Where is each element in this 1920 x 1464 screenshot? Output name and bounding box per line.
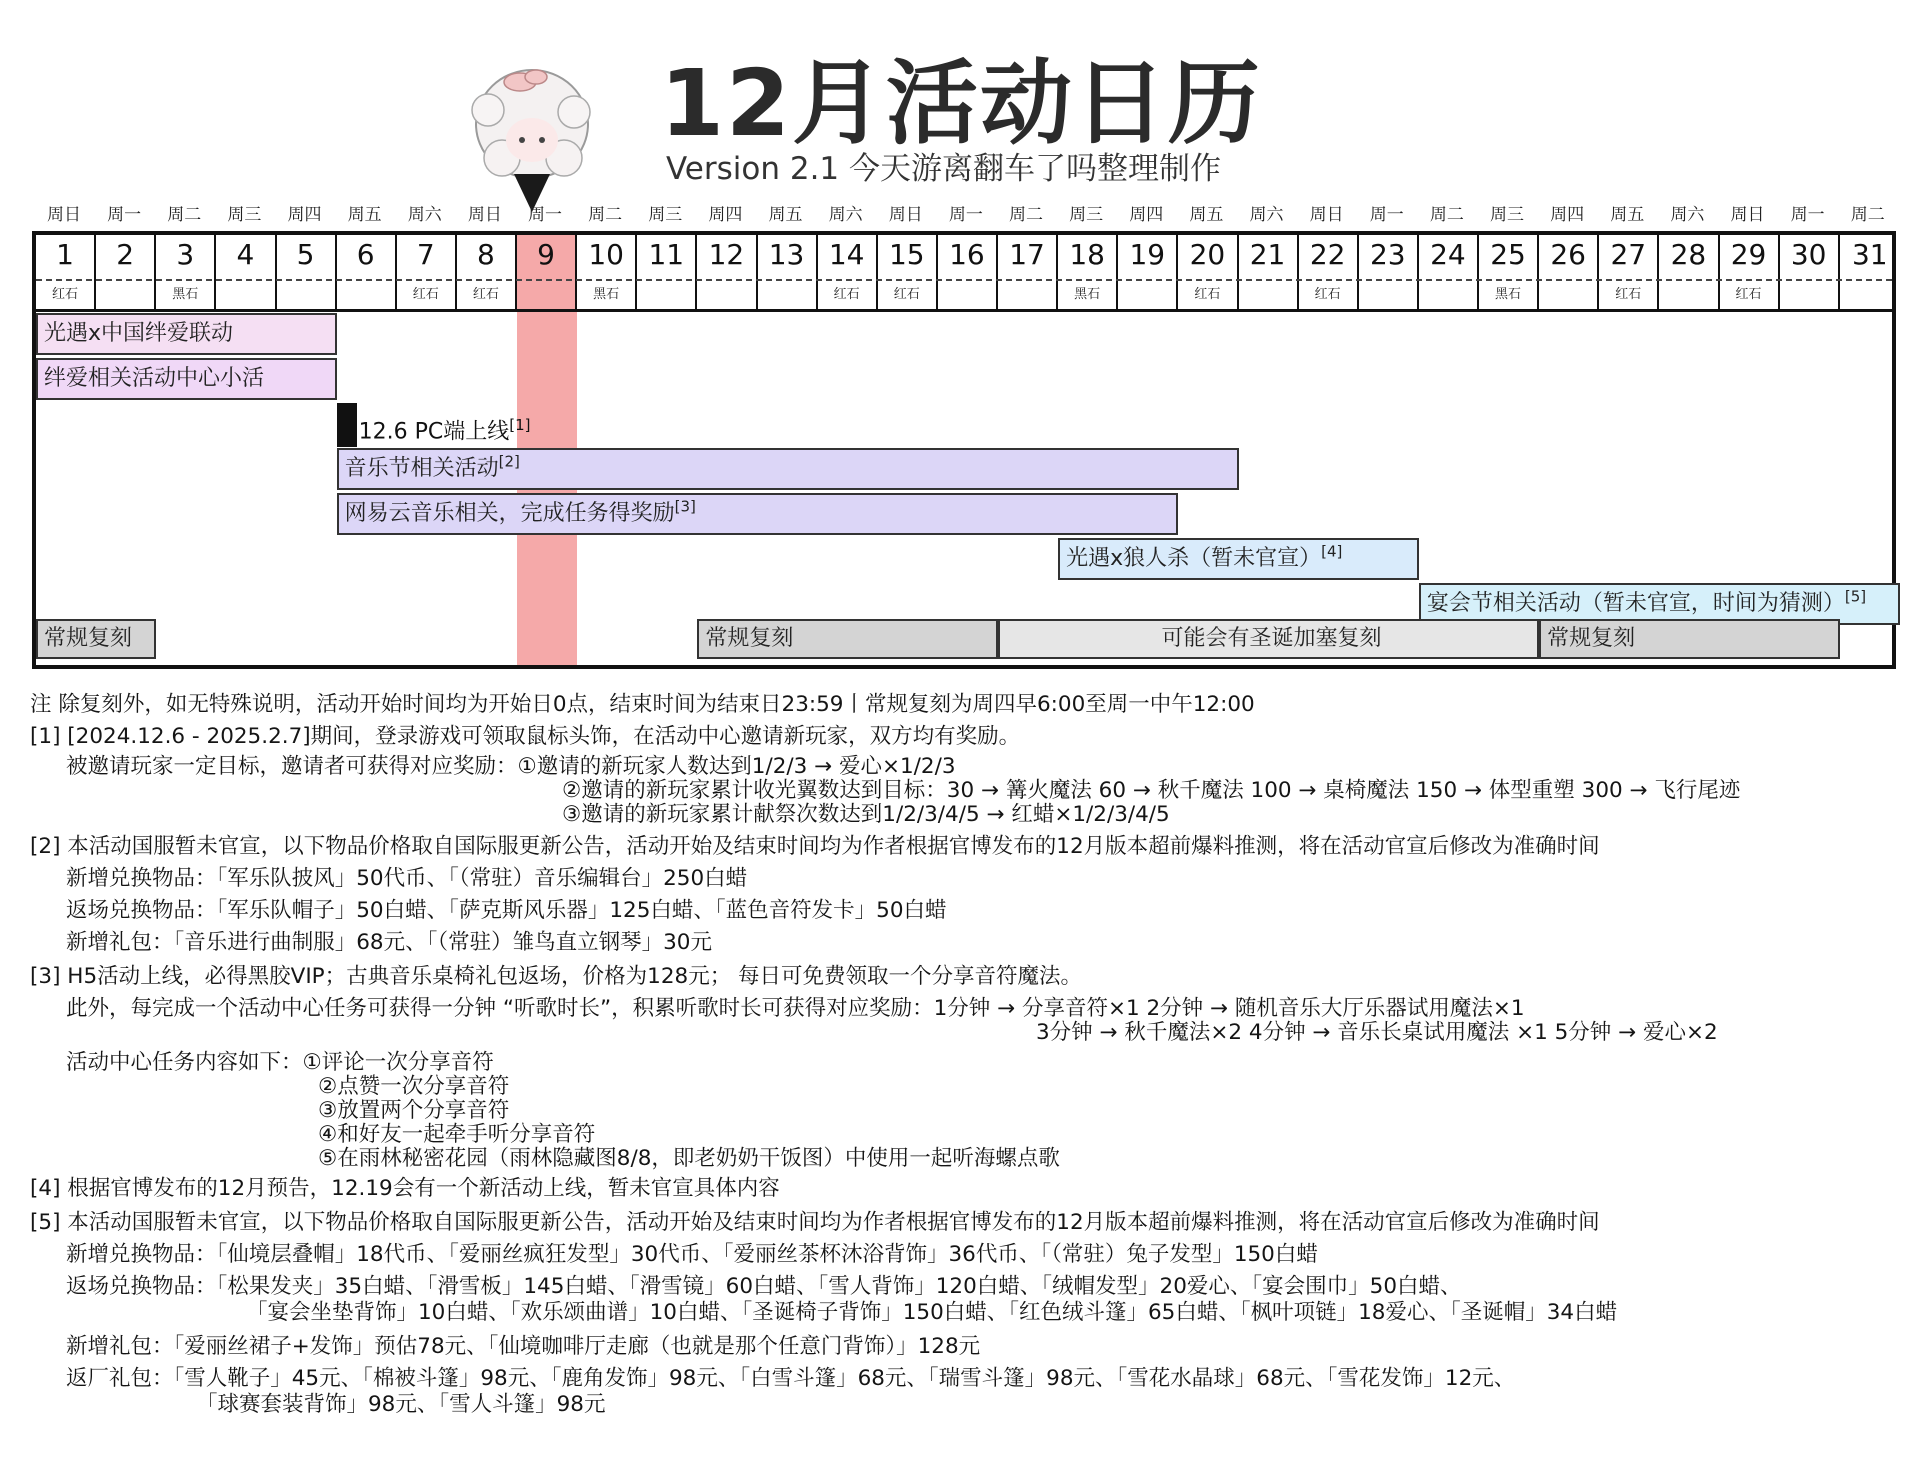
- weekday-label: 周一: [1369, 205, 1404, 225]
- page-title: 12月活动日历: [660, 50, 1263, 157]
- weekday-label: 周四: [1129, 205, 1164, 225]
- weekday-label: 周三: [1069, 205, 1104, 225]
- note-line: 新增礼包：「爱丽丝裙子+发饰」预估78元、「仙境咖啡厅走廊（也就是那个任意门背饰）」128元: [66, 1334, 981, 1359]
- weekday-label: 周一: [948, 205, 983, 225]
- page-subtitle: Version 2.1 今天游离翻车了吗整理制作: [666, 151, 1222, 187]
- day-number: 31: [1851, 238, 1888, 271]
- day-cell: [1239, 235, 1299, 309]
- note-line: ③放置两个分享音符: [318, 1098, 510, 1123]
- stone-tag: 黑石: [1074, 287, 1101, 302]
- note-line: 3分钟 → 秋千魔法×2 4分钟 → 音乐长桌试用魔法 ×1 5分钟 → 爱心×2: [1036, 1020, 1718, 1045]
- day-number: 12: [708, 238, 745, 271]
- weekday-label: 周三: [1490, 205, 1524, 225]
- weekday-label: 周二: [1429, 205, 1464, 225]
- note-line: ④和好友一起牵手听分享音符: [318, 1122, 596, 1147]
- weekday-label: 周三: [227, 205, 262, 225]
- day-cell: [577, 235, 637, 309]
- day-number: 1: [56, 238, 74, 271]
- note-line: 此外，每完成一个活动中心任务可获得一分钟 “听歌时长”，积累听歌时长可获得对应奖励：1分钟 → 分享音符×1 2分钟 → 随机音乐大厅乐器试用魔法×1: [66, 996, 1525, 1021]
- day-cell: [1299, 235, 1359, 309]
- pc-launch-text: 12.6 PC端上线: [358, 419, 510, 445]
- day-number: 2: [116, 238, 135, 271]
- stone-tag: 黑石: [172, 287, 199, 302]
- weekday-label: 周五: [347, 205, 382, 225]
- weekday-label: 周日: [467, 205, 502, 225]
- note-line: ⑤在雨林秘密花园（雨林隐藏图8/8，即老奶奶干饭图）中使用一起听海螺点歌: [318, 1146, 1060, 1171]
- day-number: 19: [1129, 238, 1166, 271]
- stone-tag: 黑石: [593, 287, 620, 302]
- day-number: 14: [828, 238, 865, 271]
- day-cell: [457, 235, 517, 309]
- day-number: 4: [236, 238, 255, 271]
- weekday-label: 周五: [768, 205, 803, 225]
- mascot-avatar: [462, 62, 602, 212]
- stone-tag: 红石: [472, 287, 499, 302]
- day-cell: [998, 235, 1058, 309]
- pc-launch-marker: [337, 403, 357, 447]
- note-line: 返场兑换物品：「松果发夹」35白蜡、「滑雪板」145白蜡、「滑雪镜」60白蜡、「雪人背饰」120白蜡、「绒帽发型」20爱心、「宴会围巾」50白蜡、: [66, 1274, 1462, 1299]
- note-line: 「球赛套装背饰」98元、「雪人斗篷」98元: [196, 1392, 606, 1417]
- note-line: 新增礼包：「音乐进行曲制服」68元、「（常驻）雏鸟直立钢琴」30元: [66, 930, 712, 955]
- weekday-label: 周一: [528, 205, 562, 225]
- day-number: 22: [1309, 238, 1346, 271]
- day-cell: [277, 235, 337, 309]
- day-cell: [1599, 235, 1659, 309]
- day-cell: [1659, 235, 1719, 309]
- day-number: 23: [1369, 238, 1406, 271]
- day-number: 29: [1730, 238, 1767, 271]
- day-number: 11: [648, 238, 685, 271]
- footnote-ref: [1]: [509, 416, 531, 434]
- stone-tag: 红石: [833, 287, 860, 302]
- day-number: 9: [537, 238, 555, 271]
- day-number: 27: [1610, 238, 1647, 271]
- day-cell: [96, 235, 156, 309]
- weekday-label: 周五: [1610, 205, 1645, 225]
- weekday-label: 周三: [648, 205, 683, 225]
- event-label: 光遇x狼人杀（暂未官宣）: [1066, 546, 1322, 571]
- day-cell: [697, 235, 757, 309]
- event-label: 宴会节相关活动（暂未官宣，时间为猜测）: [1426, 591, 1845, 616]
- stone-tag: 黑石: [1495, 287, 1522, 302]
- weekday-label: 周六: [828, 205, 863, 225]
- footnote-ref: [2]: [498, 452, 520, 471]
- pc-launch-label: [359, 403, 531, 454]
- event-bar: [337, 493, 1179, 535]
- day-number: 15: [888, 238, 925, 271]
- day-cell: [156, 235, 216, 309]
- day-number: 30: [1790, 238, 1827, 271]
- note-line: [2] 本活动国服暂未官宣，以下物品价格取自国际服更新公告，活动开始及结束时间均为作者根据官博发布的12月版本超前爆料推测，将在活动官宣后修改为准确时间: [30, 834, 1600, 859]
- note-line: ③邀请的新玩家累计献祭次数达到1/2/3/4/5 → 红蜡×1/2/3/4/5: [562, 802, 1170, 827]
- weekday-label: 周二: [588, 205, 623, 225]
- event-bar: [36, 313, 337, 355]
- day-cell: [1479, 235, 1539, 309]
- weekday-label: 周四: [708, 205, 743, 225]
- note-line: [3] H5活动上线，必得黑胶VIP；古典音乐桌椅礼包返场，价格为128元； 每日可免费领取一个分享音符魔法。: [30, 964, 1083, 989]
- day-cell: [36, 235, 96, 309]
- day-cell: [1178, 235, 1238, 309]
- event-label: 网易云音乐相关，完成任务得奖励: [344, 501, 675, 526]
- note-line: 「宴会坐垫背饰」10白蜡、「欢乐颂曲谱」10白蜡、「圣诞椅子背饰」150白蜡、「红色绒斗篷」65白蜡、「枫叶项链」18爱心、「圣诞帽」34白蜡: [246, 1300, 1618, 1325]
- weekday-label: 周六: [1670, 205, 1705, 225]
- day-number: 16: [949, 238, 985, 271]
- day-cell: [1058, 235, 1118, 309]
- stone-divider: [36, 279, 1892, 281]
- day-cell: [517, 235, 577, 309]
- weekday-label: 周日: [47, 205, 81, 225]
- note-line: [4] 根据官博发布的12月预告，12.19会有一个新活动上线，暂未官宣具体内容: [30, 1176, 780, 1201]
- weekday-label: 周六: [1249, 205, 1284, 225]
- day-cell: [1118, 235, 1178, 309]
- day-cell: [637, 235, 697, 309]
- day-number: 21: [1249, 238, 1286, 271]
- weekday-label: 周日: [1309, 205, 1344, 225]
- note-line: 新增兑换物品：「军乐队披风」50代币、「（常驻）音乐编辑台」250白蜡: [66, 866, 748, 891]
- note-line: [5] 本活动国服暂未官宣，以下物品价格取自国际服更新公告，活动开始及结束时间均为作者根据官博发布的12月版本超前爆料推测，将在活动官宣后修改为准确时间: [30, 1210, 1600, 1235]
- note-line: ②邀请的新玩家累计收光翼数达到目标：30 → 篝火魔法 60 → 秋千魔法 100 → 桌椅魔法 150 → 体型重塑 300 → 飞行尾迹: [562, 778, 1741, 803]
- day-cell: [337, 235, 397, 309]
- day-cell: [758, 235, 818, 309]
- footnote-ref: [3]: [674, 497, 696, 516]
- day-number: 3: [176, 238, 195, 271]
- day-number: 13: [768, 238, 805, 271]
- day-number: 10: [588, 238, 624, 271]
- weekday-label: 周四: [287, 205, 322, 225]
- day-number: 26: [1550, 238, 1586, 271]
- event-bar: [1058, 538, 1419, 580]
- day-number: 5: [296, 238, 315, 271]
- event-label: 光遇x中国绊爱联动: [44, 321, 234, 346]
- day-number: 8: [477, 238, 495, 271]
- note-line: 返场兑换物品：「军乐队帽子」50白蜡、「萨克斯风乐器」125白蜡、「蓝色音符发卡」50白蜡: [66, 898, 947, 923]
- rerun-bar: 可能会有圣诞加塞复刻: [998, 619, 1539, 659]
- weekday-label: 周四: [1550, 205, 1585, 225]
- day-cell: [878, 235, 938, 309]
- day-number: 25: [1490, 238, 1526, 271]
- day-cell: [1539, 235, 1599, 309]
- note-line: ②点赞一次分享音符: [318, 1074, 510, 1099]
- weekday-label: 周日: [888, 205, 923, 225]
- weekday-label: 周二: [1850, 205, 1885, 225]
- day-cell: [397, 235, 457, 309]
- footnote-ref: [5]: [1844, 587, 1867, 606]
- day-number: 18: [1069, 238, 1105, 271]
- note-line: 被邀请玩家一定目标，邀请者可获得对应奖励：①邀请的新玩家人数达到1/2/3 → 爱心×1/2/3: [66, 754, 956, 779]
- stone-tag: 红石: [893, 287, 920, 302]
- event-label: 绊爱相关活动中心小活: [44, 366, 265, 391]
- note-line: [1] [2024.12.6 - 2025.2.7]期间，登录游戏可领取鼠标头饰，在活动中心邀请新玩家，双方均有奖励。: [30, 724, 1021, 749]
- note-line: 返厂礼包：「雪人靴子」45元、「棉被斗篷」98元、「鹿角发饰」98元、「白雪斗篷」68元、「瑞雪斗篷」98元、「雪花水晶球」68元、「雪花发饰」12元、: [66, 1366, 1516, 1391]
- day-cell: [1840, 235, 1900, 309]
- stone-tag: 红石: [1194, 287, 1221, 302]
- weekday-label: 周日: [1730, 205, 1765, 225]
- day-cell: [938, 235, 998, 309]
- weekday-label: 周二: [1009, 205, 1043, 225]
- stone-tag: 红石: [1314, 287, 1341, 302]
- note-line: 注 除复刻外，如无特殊说明，活动开始时间均为开始日0点，结束时间为结束日23:59丨常规复刻为周四早6:00至周一中午12:00: [30, 692, 1255, 717]
- stone-tag: 红石: [412, 287, 439, 302]
- stone-tag: 红石: [52, 287, 79, 302]
- header-border: [36, 309, 1892, 312]
- day-number: 20: [1189, 238, 1226, 271]
- day-cell: [1720, 235, 1780, 309]
- event-bar: [36, 358, 337, 400]
- day-number: 17: [1009, 238, 1045, 271]
- rerun-bar: 常规复刻: [36, 619, 156, 659]
- day-cell: [1359, 235, 1419, 309]
- day-number: 28: [1670, 238, 1707, 271]
- day-number: 6: [356, 238, 375, 271]
- stone-tag: 红石: [1735, 287, 1762, 302]
- event-label: 音乐节相关活动: [344, 456, 499, 481]
- weekday-label: 周一: [107, 205, 142, 225]
- rerun-bar: 常规复刻: [697, 619, 998, 659]
- note-line: 新增兑换物品：「仙境层叠帽」18代币、「爱丽丝疯狂发型」30代币、「爱丽丝茶杯沐浴背饰」36代币、「（常驻）兔子发型」150白蜡: [66, 1242, 1318, 1267]
- footnote-ref: [4]: [1321, 542, 1343, 561]
- weekday-label: 周六: [407, 205, 442, 225]
- day-cell: [1419, 235, 1479, 309]
- note-line: 活动中心任务内容如下：①评论一次分享音符: [66, 1050, 494, 1075]
- weekday-row: [34, 200, 1894, 224]
- day-cell: [1780, 235, 1840, 309]
- rerun-bar: 常规复刻: [1539, 619, 1840, 659]
- day-number: 24: [1430, 238, 1466, 271]
- stone-tag: 红石: [1615, 287, 1642, 302]
- calendar-grid: [32, 231, 1896, 669]
- day-cell: [818, 235, 878, 309]
- day-cell: [216, 235, 276, 309]
- day-number: 7: [416, 238, 435, 271]
- weekday-label: 周二: [167, 205, 202, 225]
- weekday-label: 周五: [1189, 205, 1224, 225]
- weekday-label: 周一: [1790, 205, 1825, 225]
